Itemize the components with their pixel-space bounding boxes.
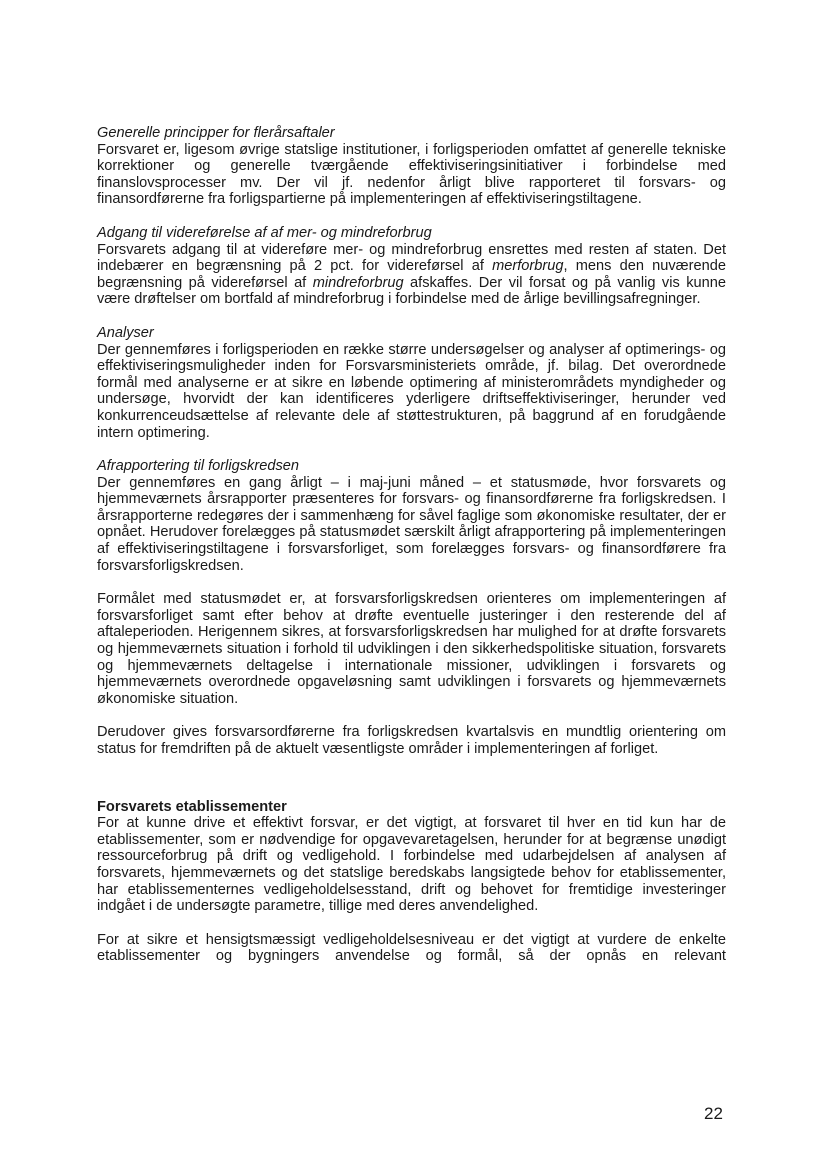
section-adgang-videreforelse	[97, 225, 726, 308]
section-analyser	[97, 325, 726, 441]
paragraph-kvartalsvis	[97, 724, 726, 757]
section-paragraph: For at kunne drive et effektivt forsvar, er det vigtigt, at forsvaret til hver en tid kun har de etablissementer, som er nødvendige for opgavevaretagelsen, herunder for at begrænse unødigt ressourceforbrug på drift og vedligehold. I forbindelse med udarbejdelsen af analysen af forsvarets, hjemmeværnets og det statslige beredskabs langsigtede behov for etablissementer, har etablissementernes vedligeholdelsesstand, drift og behovet for fremtidige investeringer indgået i de undersøgte parametre, tillige med deres anvendelighed.	[97, 815, 726, 915]
section-etablissementer	[97, 799, 726, 915]
body-paragraph: For at sikre et hensigtsmæssigt vedligeholdelsesniveau er det vigtigt at vurdere de enkelte etablissementer og bygningers anvendelse og formål, så der opnås en relevant	[97, 931, 726, 965]
section-heading: Adgang til videreførelse af af mer- og mindreforbrug	[97, 224, 432, 241]
italic-term: mindreforbrug	[312, 274, 404, 291]
section-paragraph: Der gennemføres en gang årligt – i maj-juni måned – et statusmøde, hvor forsvarets og hjemmeværnets årsrapporter præsenteres for forsvars- og finansordførerne fra forligskredsen. I årsrapporterne redegøres der i sammenhæng for såvel faglige som økonomiske resultater, der er opnået. Herudover forelægges på statusmødet særskilt årligt afrapportering på implementeringen af effektiviseringstiltagene i forsvarsforliget, som forelægges forsvars- og finansordførere fra forsvarsforligskredsen.	[97, 474, 726, 574]
section-afrapportering	[97, 458, 726, 574]
document-page	[97, 125, 726, 982]
spacer	[97, 775, 726, 799]
text-segment: Forsvarets adgang til at videreføre mer- og mindreforbrug ensrettes med resten af staten. Det indebærer en begrænsning på 2 pct. for videreførsel af	[97, 241, 726, 275]
text-segment: afskaffes. Der vil forsat og på vanlig vis kunne være drøftelser om bortfald af mindreforbrug i forbindelse med de årlige bevillingsafregninger.	[97, 274, 726, 308]
section-heading: Analyser	[97, 324, 154, 341]
text-segment: , mens den nuværende begrænsning på videreførsel af	[97, 258, 726, 291]
section-paragraph: Der gennemføres i forligsperioden en række større undersøgelser og analyser af optimerings- og effektiviseringsmuligheder inden for Forsvarsministeriets område, jf. bilag. Det overordnede formål med analyserne er at sikre en løbende optimering af ministerområdets myndigheder og undersøge, hvorvidt der kan identificeres yderligere driftseffektiviseringer, herunder ved konkurrenceudsættelse af relevante dele af støttestrukturen, på baggrund af en forudgående intern optimering.	[97, 341, 726, 441]
section-heading: Afrapportering til forligskredsen	[97, 458, 299, 475]
section-generelle-principper	[97, 125, 726, 208]
paragraph-statusmoede	[97, 591, 726, 707]
section-paragraph	[97, 242, 726, 308]
paragraph-vedligeholdelse	[97, 932, 726, 965]
section-paragraph: Forsvaret er, ligesom øvrige statslige institutioner, i forligsperioden omfattet af generelle tekniske korrektioner og generelle tværgående effektiviseringsinitiativer i forbindelse med finanslovsprocesser mv. Der vil jf. nedenfor årligt blive rapporteret til forsvars- og finansordførerne fra forligspartierne på implementeringen af effektiviseringstiltagene.	[97, 141, 726, 208]
section-heading: Forsvarets etablissementer	[97, 798, 287, 815]
italic-term: merforbrug	[492, 258, 564, 275]
body-paragraph: Derudover gives forsvarsordførerne fra forligskredsen kvartalsvis en mundtlig orientering om status for fremdriften på de aktuelt væsentligste områder i implementeringen af forliget.	[97, 724, 726, 757]
body-paragraph: Formålet med statusmødet er, at forsvarsforligskredsen orienteres om implementeringen af forsvarsforliget samt efter behov at drøfte eventuelle justeringer i den resterende del af aftaleperioden. Herigennem sikres, at forsvarsforligskredsen har mulighed for at drøfte forsvarets og hjemmeværnets situation i forhold til udviklingen i den sikkerhedspolitiske situation, forsvarets og hjemmeværnets deltagelse i internationale missioner, udviklingen i forsvarets og hjemmeværnets overordnede opgaveløsning samt udviklingen i forsvarets og hjemmeværnets økonomiske situation.	[97, 591, 726, 707]
section-heading: Generelle principper for flerårsaftaler	[97, 125, 335, 141]
page-number: 22	[704, 1104, 723, 1123]
